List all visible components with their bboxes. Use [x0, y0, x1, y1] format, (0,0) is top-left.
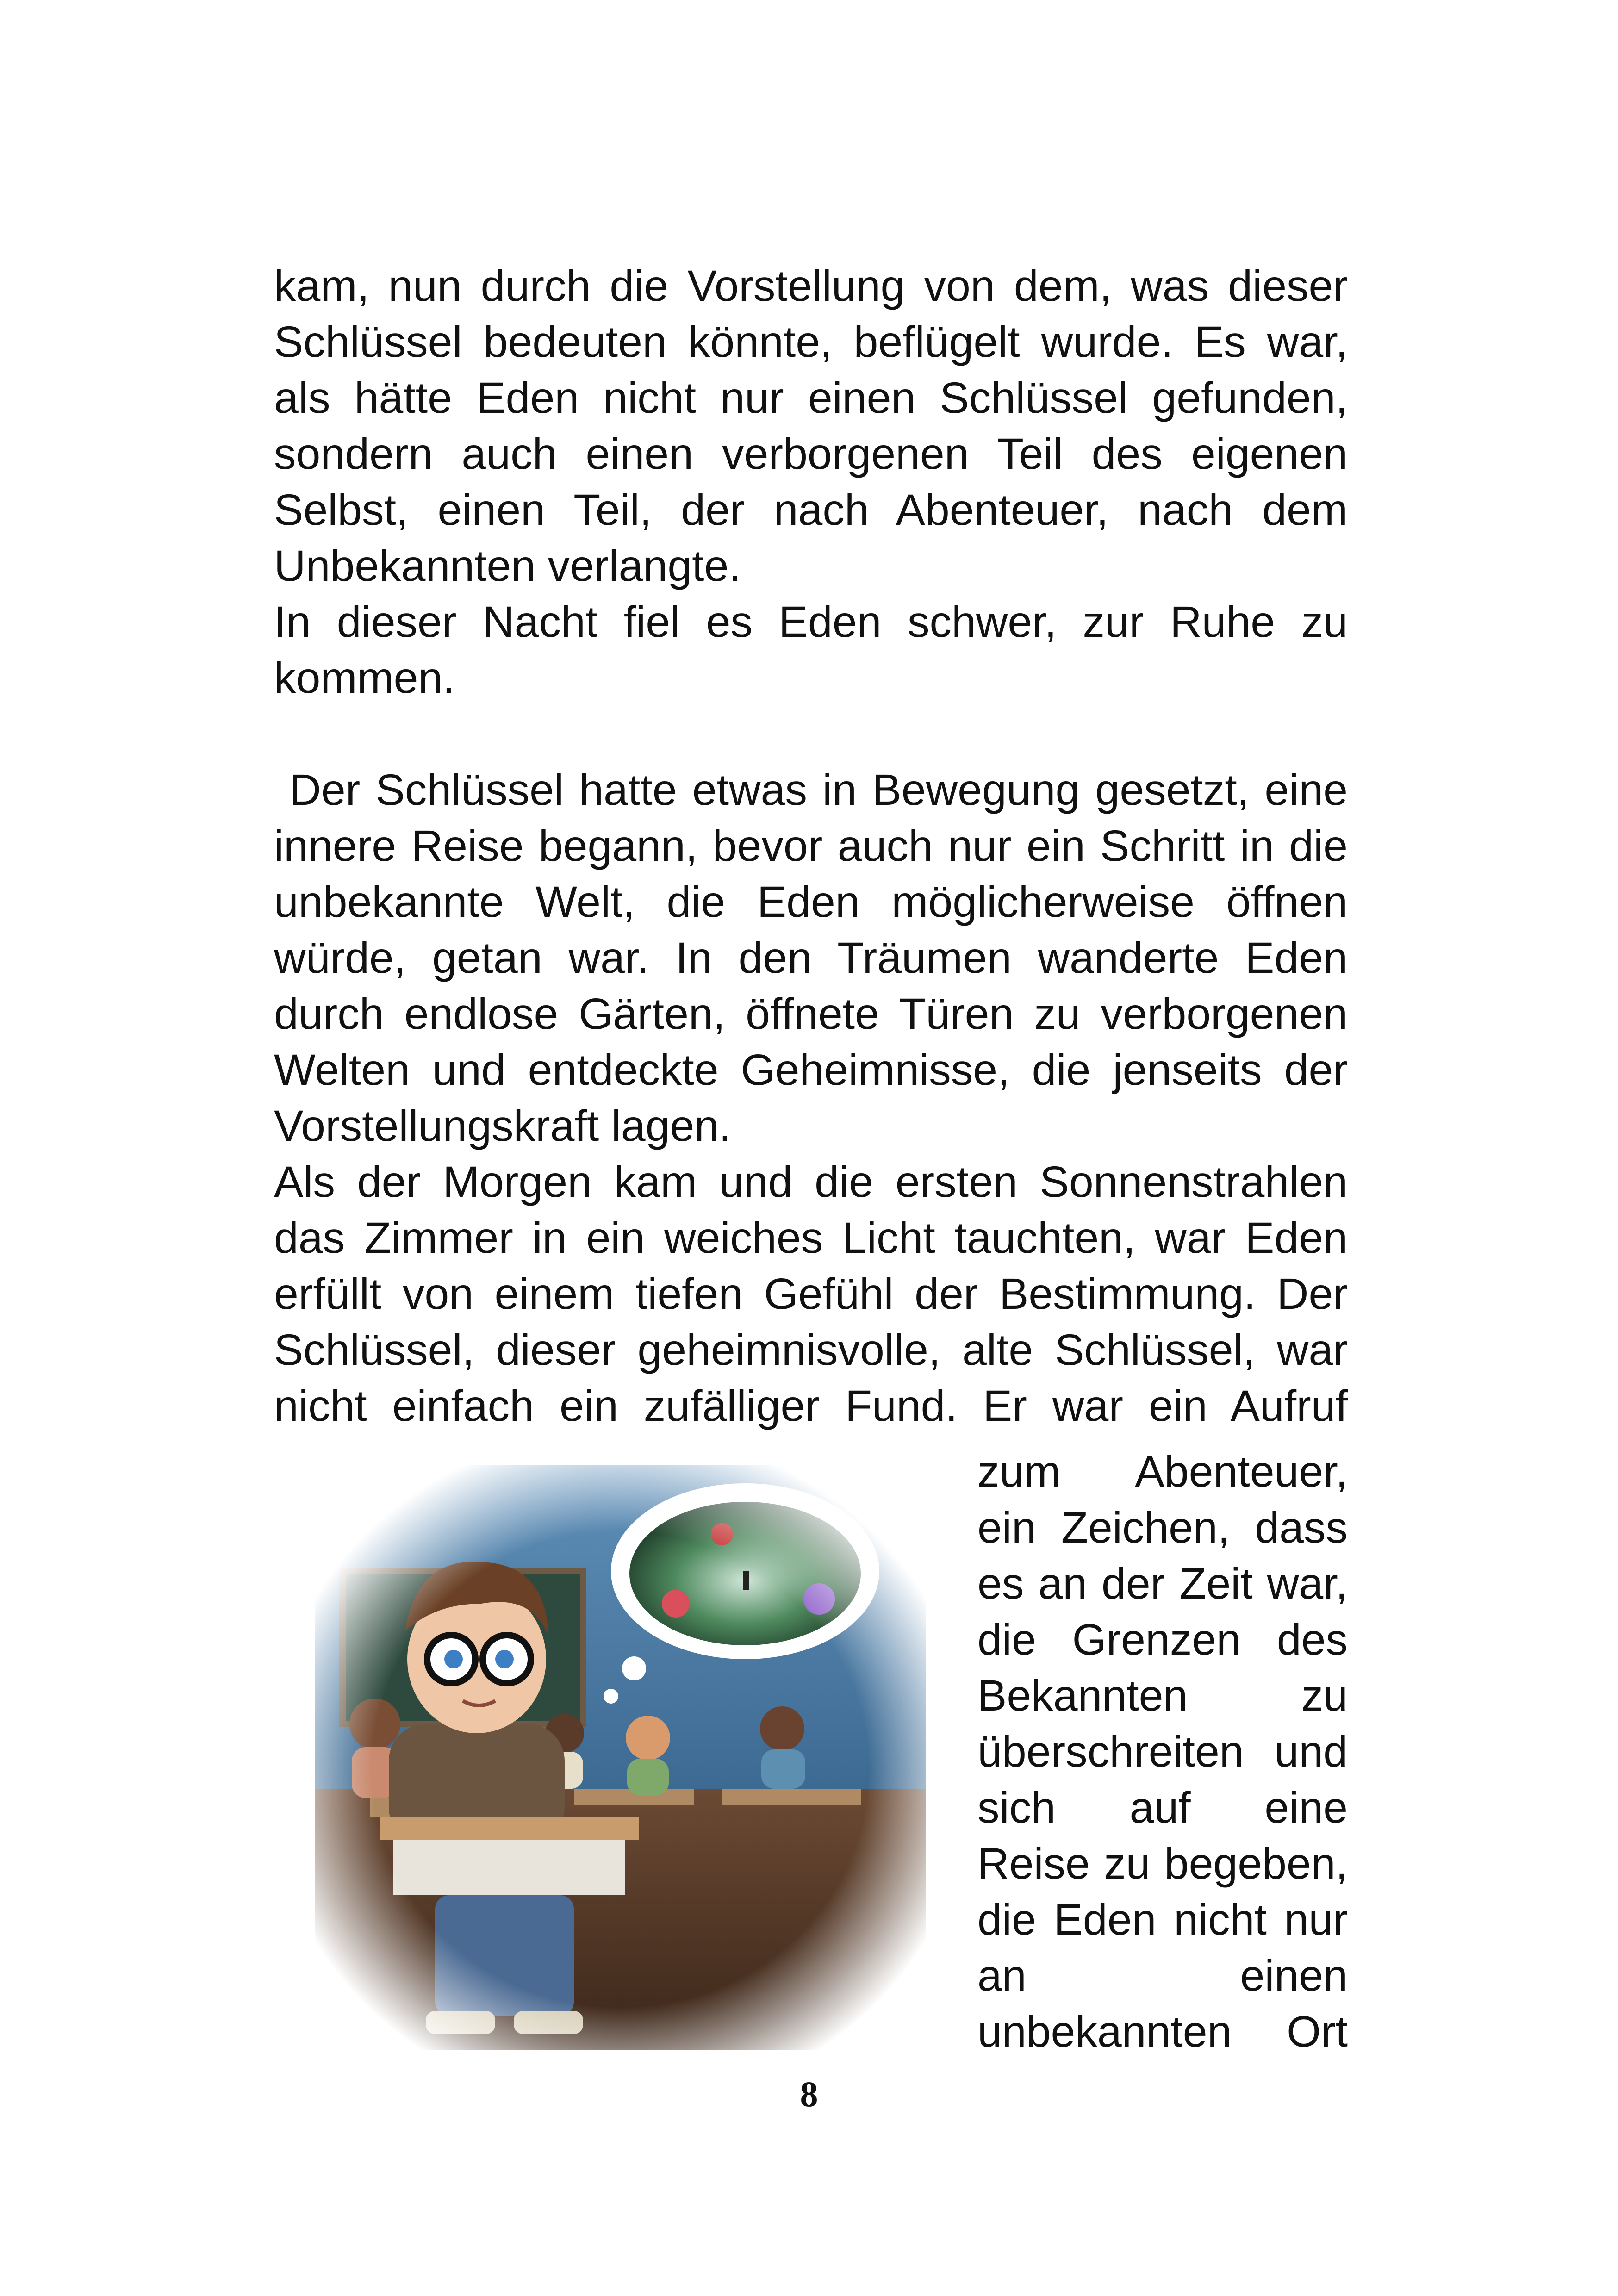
text-line: nicht einfach ein zufälliger Fund. Er war ein Aufruf: [274, 1381, 1348, 1431]
text-line: Der Schlüssel hatte etwas in Bewegung gesetzt, eine: [274, 765, 1348, 815]
text-line: überschreiten und: [977, 1727, 1348, 1776]
text-line: kam, nun durch die Vorstellung von dem, was dieser: [274, 261, 1348, 311]
text-line: sich auf eine: [977, 1783, 1348, 1832]
text-line: innere Reise begann, bevor auch nur ein Schritt in die: [274, 821, 1348, 871]
text-line: Bekannten zu: [977, 1671, 1348, 1720]
paragraph-gap: [274, 706, 1348, 762]
text-line: Als der Morgen kam und die ersten Sonnenstrahlen: [274, 1157, 1348, 1207]
text-line: Selbst, einen Teil, der nach Abenteuer, nach dem: [274, 485, 1348, 535]
text-line: Vorstellungskraft lagen.: [274, 1101, 731, 1151]
text-line: Schlüssel bedeuten könnte, beflügelt wurde. Es war,: [274, 317, 1348, 367]
text-line: Unbekannten verlangte.: [274, 541, 741, 591]
paragraph-3: [274, 762, 1348, 1154]
text-line: an einen: [977, 1951, 1348, 2000]
text-line: als hätte Eden nicht nur einen Schlüssel gefunden,: [274, 373, 1348, 423]
text-line: zum Abenteuer,: [977, 1447, 1348, 1496]
paragraph-2: [274, 594, 1348, 706]
text-line: kommen.: [274, 653, 455, 703]
text-line: unbekannte Welt, die Eden möglicherweise öffnen: [274, 877, 1348, 927]
wrapped-text-column: [977, 1444, 1348, 2060]
illustration-svg: [315, 1465, 926, 2050]
paragraph-1: [274, 258, 1348, 594]
text-line: die Grenzen des: [977, 1615, 1348, 1664]
text-line: das Zimmer in ein weiches Licht tauchten, war Eden: [274, 1213, 1348, 1263]
page-number: 8: [800, 2074, 818, 2114]
vignette: [315, 1465, 926, 2050]
classroom-illustration: [315, 1465, 926, 2050]
text-line: die Eden nicht nur: [977, 1895, 1348, 1944]
main-text: [274, 258, 1348, 1434]
text-line: Reise zu begeben,: [977, 1839, 1348, 1888]
text-line: würde, getan war. In den Träumen wanderte Eden: [274, 933, 1348, 983]
text-line: In dieser Nacht fiel es Eden schwer, zur Ruhe zu: [274, 597, 1348, 647]
text-line: Welten und entdeckte Geheimnisse, die jenseits der: [274, 1045, 1348, 1095]
paragraph-4: [274, 1154, 1348, 1434]
text-line: es an der Zeit war,: [977, 1559, 1348, 1608]
text-line: Schlüssel, dieser geheimnisvolle, alte Schlüssel, war: [274, 1325, 1348, 1375]
text-line: ein Zeichen, dass: [977, 1503, 1348, 1552]
text-line: unbekannten Ort: [977, 2007, 1348, 2056]
text-line: erfüllt von einem tiefen Gefühl der Bestimmung. Der: [274, 1269, 1348, 1319]
text-line: durch endlose Gärten, öffnete Türen zu verborgenen: [274, 989, 1348, 1039]
text-line: sondern auch einen verborgenen Teil des eigenen: [274, 429, 1348, 479]
